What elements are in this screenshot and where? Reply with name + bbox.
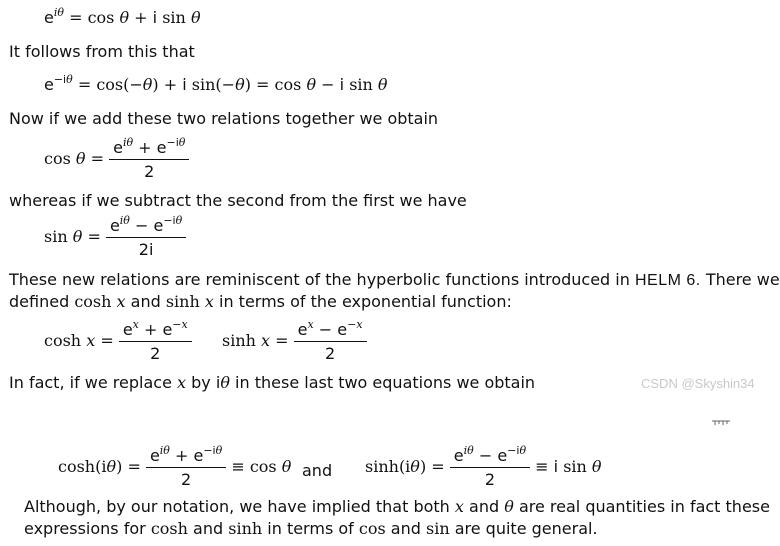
paragraph-5-text-b: and bbox=[130, 292, 161, 311]
paragraph-4-text-a: These new relations are reminiscent of the hyperbolic functions introduced in bbox=[9, 270, 630, 289]
paragraph-4-text-b: There we bbox=[705, 270, 780, 289]
paragraph-3: whereas if we subtract the second from the first we have bbox=[9, 191, 467, 210]
paragraph-4 bbox=[9, 270, 780, 291]
paragraph-8-text-c: in terms of bbox=[267, 519, 354, 538]
euler-equation: $e^{i\theta} = \cos \theta + i$ sin θ bbox=[44, 6, 201, 27]
helm-reference: HELM 6. bbox=[634, 272, 701, 289]
watermark: CSDN @Skyshin34 bbox=[641, 376, 755, 391]
paragraph-8-text-b: and bbox=[193, 519, 224, 538]
conjugate-equation: $e^{-i\theta} = \cos(-\theta) + i$ sin(−θ) = cos θ − i sin θ bbox=[44, 73, 388, 94]
and-word: and bbox=[302, 461, 333, 480]
cosh-definition: cosh x = $\frac{e^x + e^{-x}}{2}$ bbox=[44, 320, 192, 363]
paragraph-5-text-a: defined bbox=[9, 292, 70, 311]
paragraph-5-text-c: in terms of the exponential function: bbox=[219, 292, 512, 311]
paragraph-5: defined cosh x and sinh x in terms of the exponential function: bbox=[9, 292, 512, 311]
cosh-i-theta-equation: cosh(iθ) = $\frac{e^{i\theta} + e^{-i\theta}}{2}$ ≡ cos θ bbox=[58, 444, 292, 489]
cos-definition: cos θ = $\frac{e^{i\theta} + e^{-i\theta}}{2}$ bbox=[44, 138, 189, 181]
paragraph-6-text-b: by bbox=[191, 373, 211, 392]
paragraph-6-text-c: in these last two equations we obtain bbox=[235, 373, 536, 392]
paragraph-8-text-d: and bbox=[390, 519, 421, 538]
sin-definition: sin θ = $\frac{e^{i\theta} - e^{-i\theta}}{2i}$ bbox=[44, 216, 186, 259]
paragraph-7-text-c: are real quantities in fact these bbox=[518, 497, 770, 516]
paragraph-7-text-a: Although, by our notation, we have implied that both bbox=[24, 497, 450, 516]
sinh-definition: sinh x = $\frac{e^x - e^{-x}}{2}$ bbox=[222, 320, 367, 363]
sinh-i-theta-equation: sinh(iθ) = $\frac{e^{i\theta} - e^{-i\theta}}{2}$ ≡ i sin θ bbox=[365, 444, 602, 489]
paragraph-8-text-e: are quite general. bbox=[454, 519, 598, 538]
paragraph-8: expressions for cosh and sinh in terms of cos and sin are quite general. bbox=[24, 519, 598, 538]
paragraph-7-text-b: and bbox=[469, 497, 500, 516]
paragraph-6: In fact, if we replace x by iθ in these last two equations we obtain bbox=[9, 373, 536, 392]
paragraph-6-text-a: In fact, if we replace bbox=[9, 373, 172, 392]
paragraph-2: Now if we add these two relations together we obtain bbox=[9, 109, 439, 128]
small-mark-icon bbox=[712, 420, 730, 426]
paragraph-8-text-a: expressions for bbox=[24, 519, 146, 538]
paragraph-1: It follows from this that bbox=[9, 42, 195, 61]
paragraph-7: Although, by our notation, we have implied that both x and θ are real quantities in fact these bbox=[24, 497, 770, 516]
